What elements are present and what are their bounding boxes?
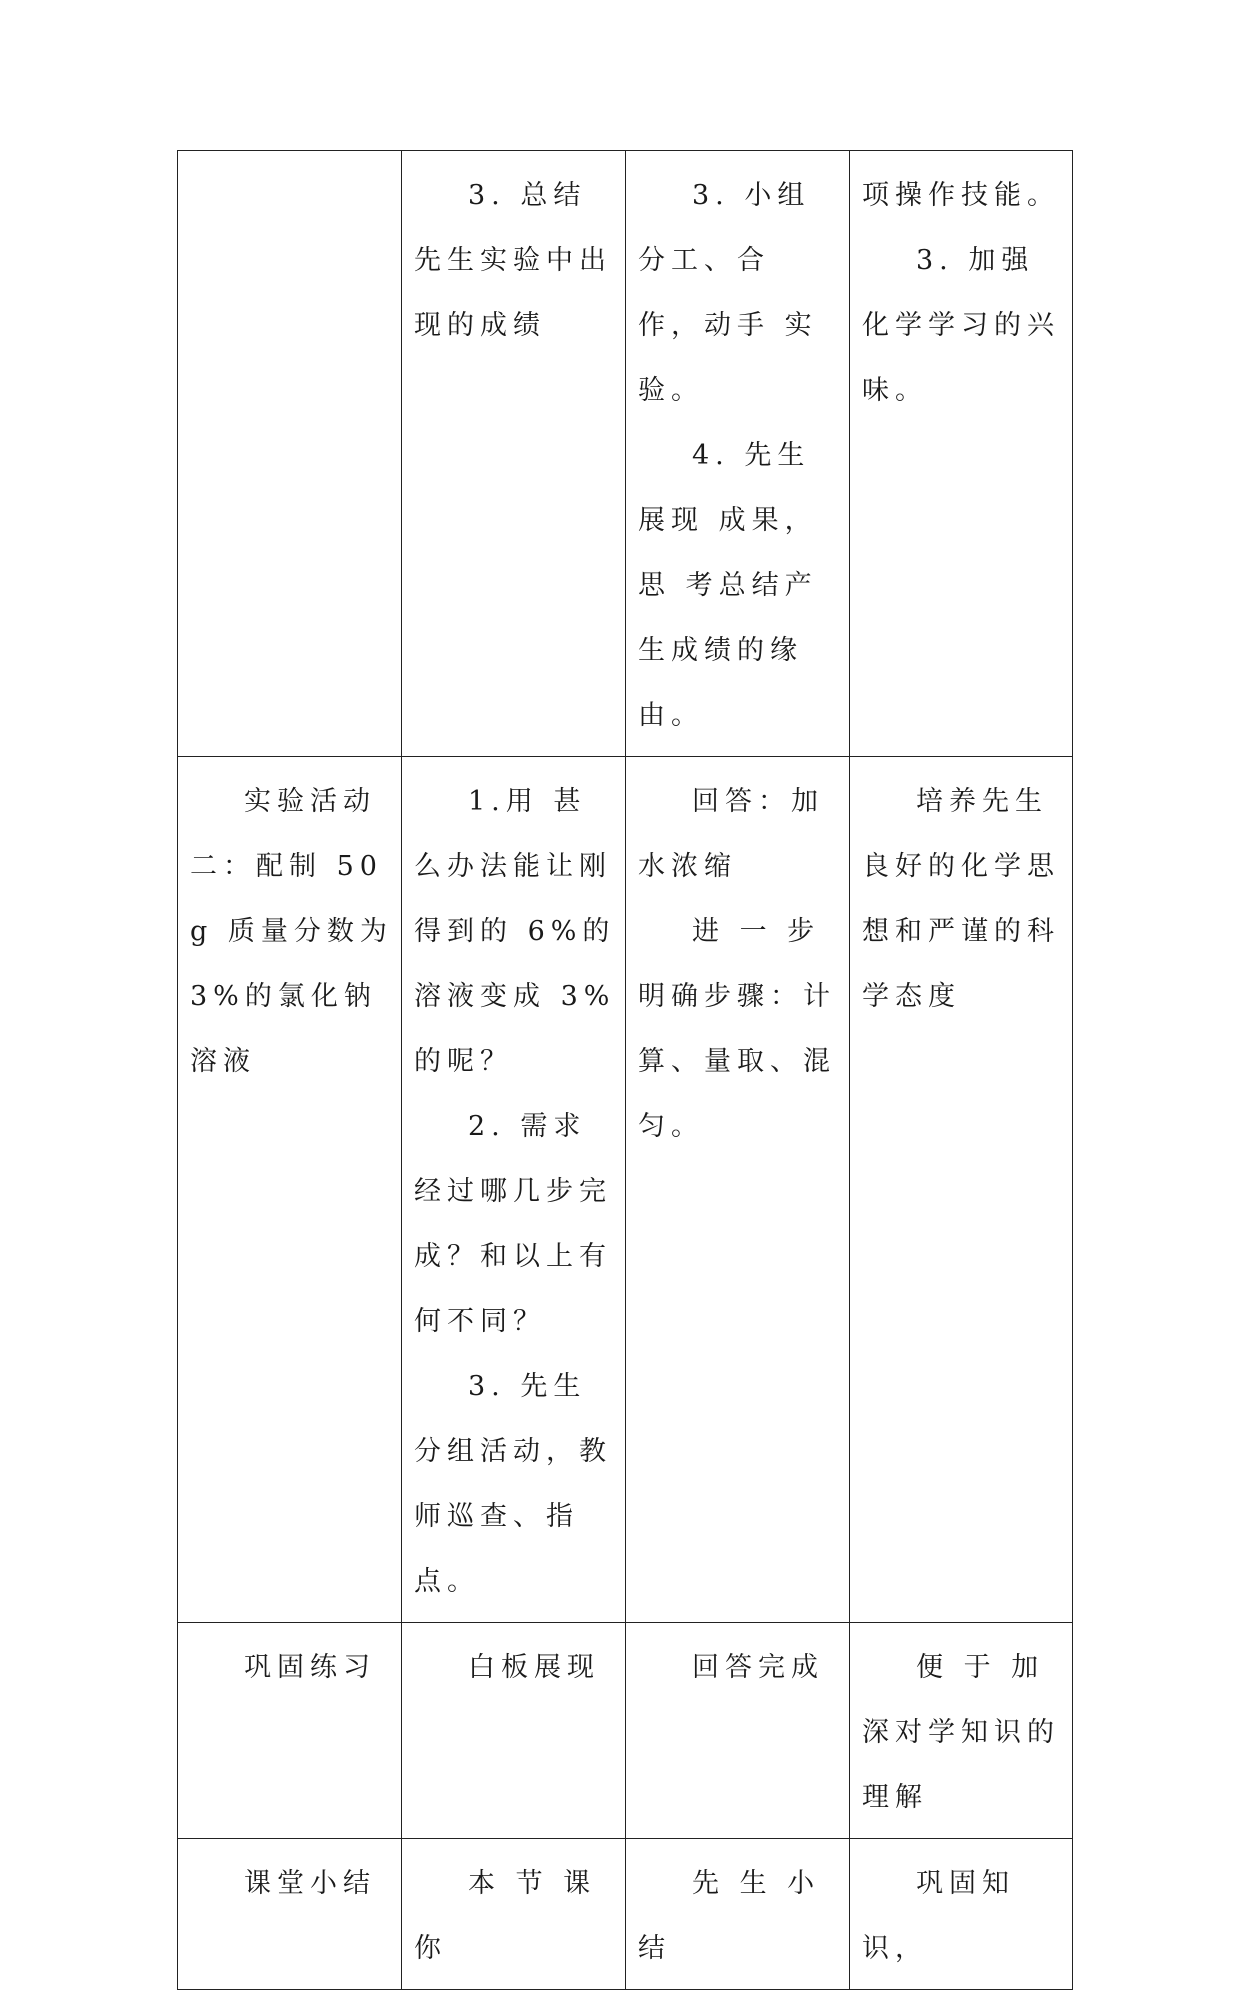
table-cell <box>626 757 850 1623</box>
cell-paragraph: 巩固练习 <box>244 1652 376 1683</box>
cell-paragraph: 4. 先生展现 成果，思 考总结产 生成绩的缘由。 <box>638 440 818 731</box>
table-cell <box>626 151 850 757</box>
cell-paragraph: 3. 加强化学学习的兴味。 <box>862 245 1060 406</box>
table-cell <box>850 151 1073 757</box>
lesson-plan-table <box>177 150 1073 1990</box>
cell-paragraph: 培养先生良好的化学思想和严谨的科学态度 <box>862 786 1060 1012</box>
cell-paragraph: 回答完成 <box>692 1652 824 1683</box>
table-cell <box>178 757 402 1623</box>
table-row <box>178 151 1073 757</box>
table-cell <box>850 757 1073 1623</box>
cell-paragraph: 白板展现 <box>468 1652 600 1683</box>
cell-paragraph: 进 一 步 明确步骤：计算、量取、混 匀。 <box>638 916 836 1142</box>
table-row <box>178 757 1073 1623</box>
cell-paragraph: 课堂小结 <box>244 1868 376 1899</box>
table-row <box>178 1839 1073 1990</box>
cell-paragraph: 3. 总结先生实验中出现的成绩 <box>414 180 612 341</box>
table-cell <box>402 1839 626 1990</box>
table-cell <box>850 1839 1073 1990</box>
table-cell <box>626 1839 850 1990</box>
cell-paragraph: 本 节 课 你 <box>414 1868 597 1964</box>
cell-paragraph: 1.用 甚 么办法能让刚得到的 6%的溶液变成 3%的呢？ <box>414 786 616 1077</box>
cell-paragraph: 先 生 小 结 <box>638 1868 821 1964</box>
table-cell <box>178 1623 402 1839</box>
cell-paragraph: 3. 先生分组活动，教师巡查、指点。 <box>414 1371 612 1597</box>
table-cell <box>178 151 402 757</box>
table-row <box>178 1623 1073 1839</box>
cell-paragraph: 3. 小组分工、合 作，动手 实验。 <box>638 180 818 406</box>
table-cell <box>402 151 626 757</box>
table-cell <box>402 1623 626 1839</box>
cell-paragraph: 巩固知识， <box>862 1868 1015 1964</box>
cell-paragraph: 实验活动二：配制 50g 质量分数为 3%的氯化钠溶液 <box>190 786 393 1077</box>
cell-paragraph: 回答：加水浓缩 <box>638 786 824 882</box>
table-cell <box>850 1623 1073 1839</box>
table-cell <box>626 1623 850 1839</box>
table-cell <box>402 757 626 1623</box>
cell-paragraph: 项操作技能。 <box>862 180 1060 211</box>
cell-paragraph: 便 于 加 深对学知识的理解 <box>862 1652 1060 1813</box>
cell-paragraph: 2. 需求经过哪几步完成？和以上有何不同？ <box>414 1111 612 1337</box>
table-cell <box>178 1839 402 1990</box>
